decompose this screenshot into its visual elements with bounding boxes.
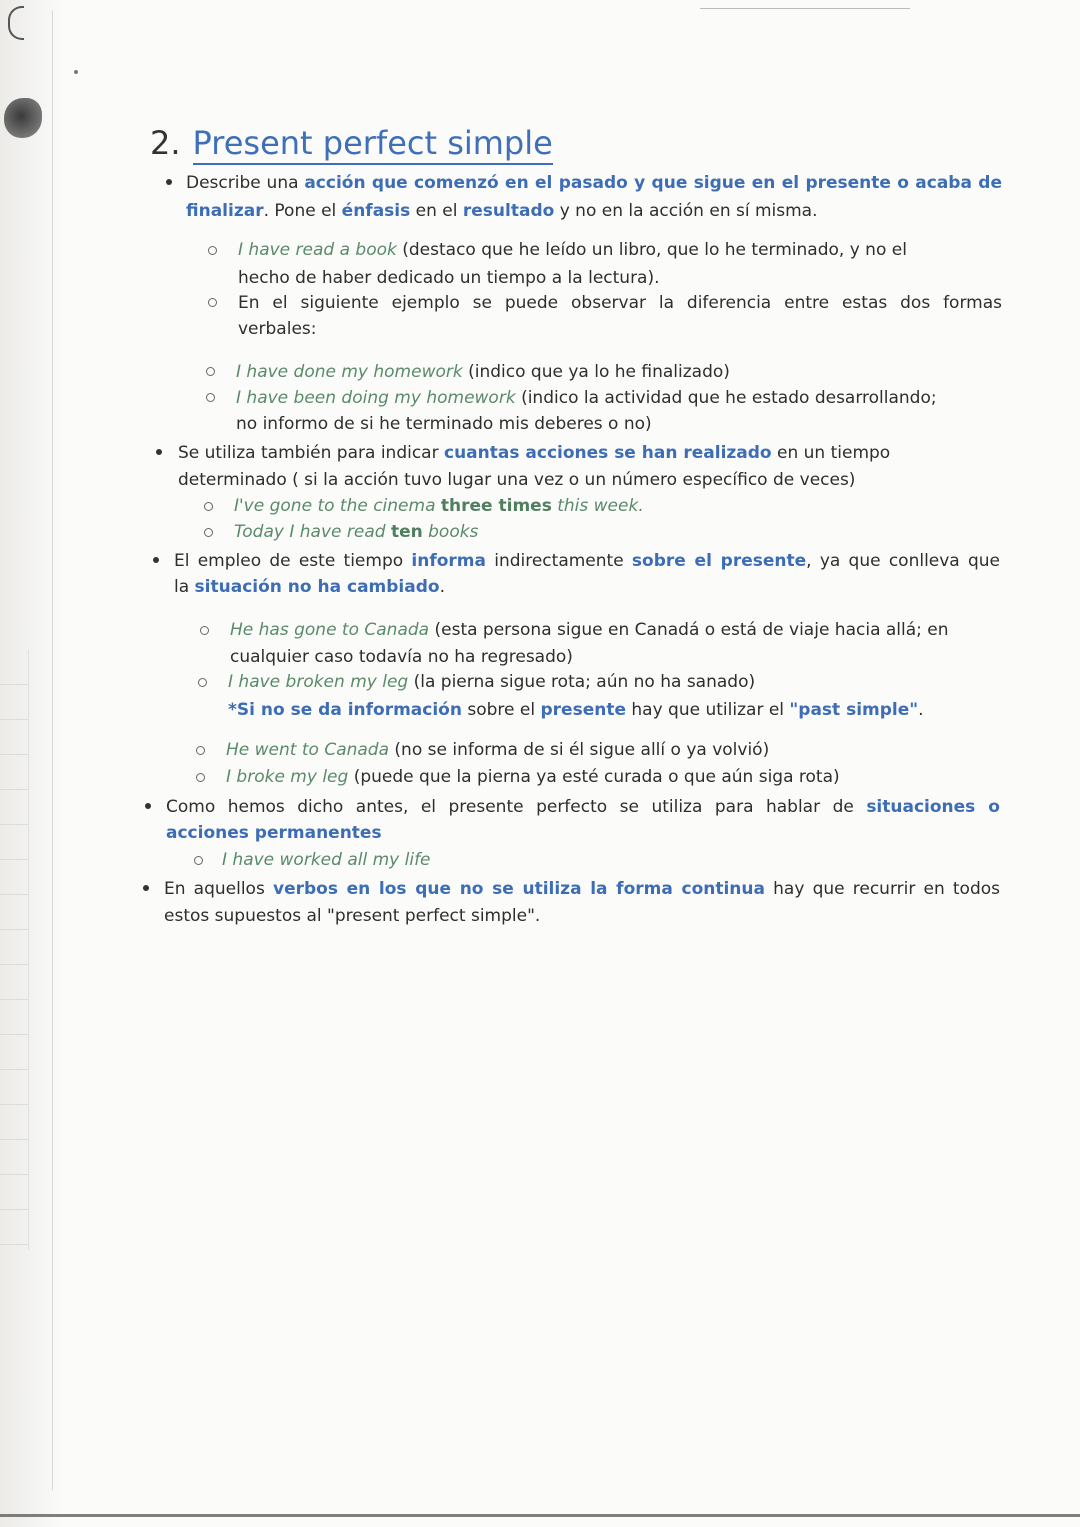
sub-bullet-circle bbox=[208, 298, 217, 307]
bullet-dot bbox=[153, 557, 159, 563]
sub-bullet-circle bbox=[198, 678, 207, 687]
sub-bullet-circle bbox=[206, 367, 215, 376]
page-title bbox=[150, 124, 553, 162]
sub-bullet-circle bbox=[204, 502, 213, 511]
text-line: En aquellos verbos en los que no se utiliza la forma continua hay que recurrir en todos bbox=[164, 879, 1000, 899]
sub-bullet-circle bbox=[196, 746, 205, 755]
grid-paper-strip bbox=[0, 650, 29, 1250]
text-line: I have worked all my life bbox=[222, 850, 431, 870]
text-line: Today I have read ten books bbox=[234, 522, 479, 542]
dot-mark bbox=[74, 70, 78, 74]
text-line: I've gone to the cinema three times this week. bbox=[234, 496, 644, 516]
text-line: la situación no ha cambiado. bbox=[174, 577, 445, 597]
text-line: estos supuestos al "present perfect simple". bbox=[164, 906, 541, 926]
sub-bullet-circle bbox=[194, 856, 203, 865]
text-line: He has gone to Canada (esta persona sigue en Canadá o está de viaje hacia allá; en bbox=[230, 620, 949, 640]
sub-bullet-circle bbox=[206, 393, 215, 402]
text-line: cualquier caso todavía no ha regresado) bbox=[230, 647, 573, 667]
bottom-rule bbox=[0, 1514, 1080, 1517]
sub-bullet-circle bbox=[208, 246, 217, 255]
text-line: I broke my leg (puede que la pierna ya esté curada o que aún siga rota) bbox=[226, 767, 840, 787]
text-line: determinado ( si la acción tuvo lugar una vez o un número específico de veces) bbox=[178, 470, 856, 490]
text-line: He went to Canada (no se informa de si él sigue allí o ya volvió) bbox=[226, 740, 770, 760]
sub-bullet-circle bbox=[196, 773, 205, 782]
text-line: En el siguiente ejemplo se puede observar la diferencia entre estas dos formas bbox=[238, 293, 1002, 313]
text-line: finalizar. Pone el énfasis en el resultado y no en la acción en sí misma. bbox=[186, 201, 818, 221]
bullet-dot bbox=[145, 803, 151, 809]
text-line: hecho de haber dedicado un tiempo a la lectura). bbox=[238, 268, 660, 288]
text-line: I have read a book (destaco que he leído un libro, que lo he terminado, y no el bbox=[238, 240, 907, 260]
text-line: El empleo de este tiempo informa indirectamente sobre el presente, ya que conlleva que bbox=[174, 551, 1000, 571]
bullet-dot bbox=[166, 179, 172, 185]
bullet-dot bbox=[156, 449, 162, 455]
margin-line bbox=[52, 10, 53, 1490]
bracket-mark bbox=[8, 6, 24, 40]
sub-bullet-circle bbox=[204, 528, 213, 537]
text-line: verbales: bbox=[238, 319, 317, 339]
top-rule bbox=[700, 8, 910, 9]
text-line: no informo de si he terminado mis deberes o no) bbox=[236, 414, 652, 434]
text-line: *Si no se da información sobre el presente hay que utilizar el "past simple". bbox=[228, 700, 924, 720]
title-number: 2. bbox=[150, 124, 181, 162]
title-text: Present perfect simple bbox=[193, 124, 553, 165]
punch-hole-mark bbox=[4, 98, 42, 138]
text-line: Se utiliza también para indicar cuantas acciones se han realizado en un tiempo bbox=[178, 443, 891, 463]
text-line: I have been doing my homework (indico la actividad que he estado desarrollando; bbox=[236, 388, 937, 408]
text-line: I have done my homework (indico que ya lo he finalizado) bbox=[236, 362, 730, 382]
sub-bullet-circle bbox=[200, 626, 209, 635]
text-line: Describe una acción que comenzó en el pasado y que sigue en el presente o acaba de bbox=[186, 173, 1002, 193]
text-line: Como hemos dicho antes, el presente perfecto se utiliza para hablar de situaciones o bbox=[166, 797, 1000, 817]
bullet-dot bbox=[143, 885, 149, 891]
text-line: I have broken my leg (la pierna sigue rota; aún no ha sanado) bbox=[228, 672, 756, 692]
text-line: acciones permanentes bbox=[166, 823, 382, 843]
